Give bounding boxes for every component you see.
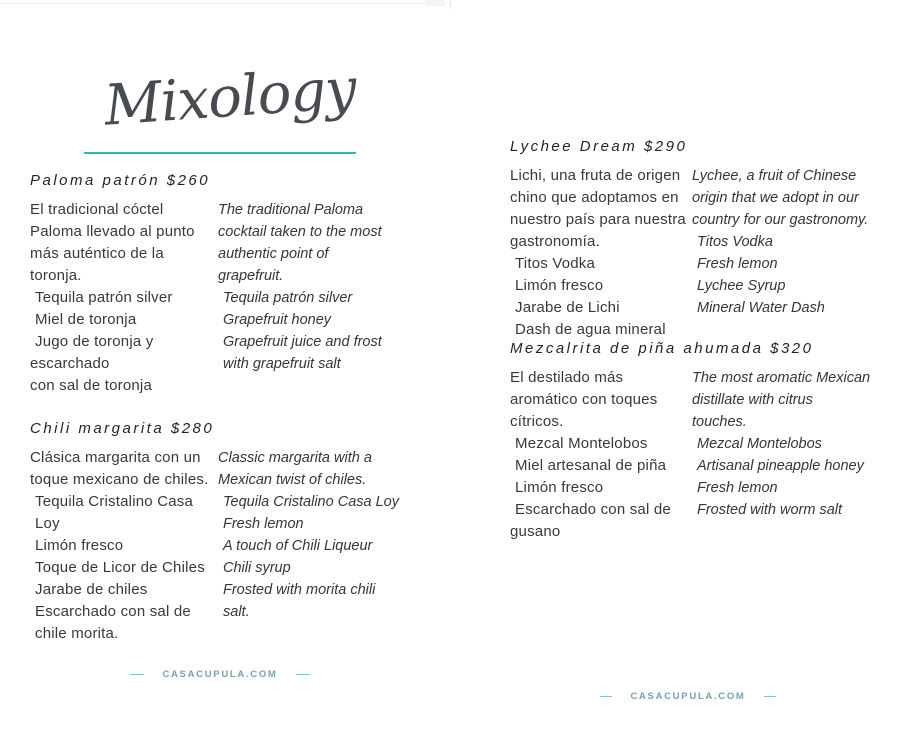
text-line: Paloma llevado al punto bbox=[30, 223, 195, 240]
text-line: más auténtico de la bbox=[30, 245, 164, 262]
paloma-spanish-column bbox=[30, 199, 218, 397]
text-line: distillate with citrus bbox=[692, 392, 813, 408]
text-line: with grapefruit salt bbox=[223, 356, 341, 372]
item-heading-paloma: Paloma patrón $260 bbox=[30, 172, 211, 189]
text-line: grapefruit. bbox=[218, 268, 284, 284]
text-line: toronja. bbox=[30, 267, 82, 284]
text-line: nuestro país para nuestra bbox=[510, 211, 686, 228]
item-heading-mezcalrita: Mezcalrita de piña ahumada $320 bbox=[510, 340, 814, 357]
footer-website-url: CASACUPULA.COM bbox=[630, 691, 746, 702]
text-line: Lychee Syrup bbox=[697, 278, 786, 294]
footer-dash-icon bbox=[600, 696, 612, 697]
text-line: Limón fresco bbox=[515, 479, 604, 496]
text-line: escarchado bbox=[30, 355, 110, 372]
footer-dash-icon bbox=[296, 674, 310, 675]
site-footer-left bbox=[130, 669, 310, 680]
text-line: Classic margarita with a bbox=[218, 450, 372, 466]
text-line: origin that we adopt in our bbox=[692, 190, 859, 206]
section-paloma-patron bbox=[30, 170, 394, 397]
footer-website-url: CASACUPULA.COM bbox=[162, 669, 278, 680]
text-line: salt. bbox=[223, 604, 250, 620]
text-line: Jarabe de chiles bbox=[35, 581, 148, 598]
text-line: cocktail taken to the most bbox=[218, 224, 382, 240]
text-line: Mezcal Montelobos bbox=[515, 435, 648, 452]
text-line: The most aromatic Mexican bbox=[692, 370, 871, 386]
text-line: Chili syrup bbox=[223, 560, 291, 576]
text-line: Escarchado con sal de bbox=[515, 501, 671, 518]
text-line: The traditional Paloma bbox=[218, 202, 364, 218]
text-line: Grapefruit juice and frost bbox=[223, 334, 382, 350]
text-line: Tequila patrón silver bbox=[35, 289, 173, 306]
text-line: Tequila patrón silver bbox=[223, 290, 353, 306]
text-line: gusano bbox=[510, 523, 561, 540]
text-line: aromático con toques bbox=[510, 391, 658, 408]
page-top-edge-corner bbox=[450, 0, 451, 9]
text-line: Miel artesanal de piña bbox=[515, 457, 667, 474]
text-line: Tequila Cristalino Casa bbox=[35, 493, 194, 510]
text-line: A touch of Chili Liqueur bbox=[223, 538, 373, 554]
chili-english-column bbox=[218, 447, 399, 645]
text-line: Mezcal Montelobos bbox=[697, 436, 822, 452]
menu-script-title: Mixology bbox=[102, 55, 358, 139]
text-line: Limón fresco bbox=[35, 537, 124, 554]
paloma-english-column bbox=[218, 199, 394, 397]
mezcalrita-english-column bbox=[692, 367, 874, 543]
item-heading-chili: Chili margarita $280 bbox=[30, 420, 215, 437]
text-line: authentic point of bbox=[218, 246, 329, 262]
footer-dash-icon bbox=[130, 674, 144, 675]
text-line: Titos Vodka bbox=[697, 234, 773, 250]
text-line: El destilado más bbox=[510, 369, 624, 386]
page-top-edge-artifact bbox=[424, 0, 446, 6]
text-line: Toque de Licor de Chiles bbox=[35, 559, 205, 576]
text-line: toque mexicano de chiles. bbox=[30, 471, 209, 488]
page-top-edge bbox=[0, 3, 452, 4]
text-line: Limón fresco bbox=[515, 277, 604, 294]
text-line: Lichi, una fruta de origen bbox=[510, 167, 681, 184]
text-line: cítricos. bbox=[510, 413, 564, 430]
section-chili-margarita bbox=[30, 418, 399, 645]
text-line: Fresh lemon bbox=[223, 516, 304, 532]
text-line: Jarabe de Lichi bbox=[515, 299, 620, 316]
text-line: Clásica margarita con un bbox=[30, 449, 201, 466]
text-line: chino que adoptamos en bbox=[510, 189, 679, 206]
text-line: Escarchado con sal de bbox=[35, 603, 191, 620]
text-line: Mineral Water Dash bbox=[697, 300, 825, 316]
text-line: Artisanal pineapple honey bbox=[697, 458, 864, 474]
text-line: El tradicional cóctel bbox=[30, 201, 164, 218]
site-footer-right bbox=[600, 691, 776, 702]
text-line: Mexican twist of chiles. bbox=[218, 472, 367, 488]
text-line: Miel de toronja bbox=[35, 311, 137, 328]
text-line: Dash de agua mineral bbox=[515, 321, 666, 338]
text-line: touches. bbox=[692, 414, 747, 430]
text-line: Titos Vodka bbox=[515, 255, 596, 272]
section-mezcalrita bbox=[510, 338, 874, 543]
lychee-spanish-column bbox=[510, 165, 692, 341]
text-line: Loy bbox=[35, 515, 60, 532]
text-line: Jugo de toronja y bbox=[35, 333, 154, 350]
title-accent-underline bbox=[84, 152, 356, 154]
text-line: Frosted with worm salt bbox=[697, 502, 843, 518]
section-lychee-dream bbox=[510, 136, 874, 341]
text-line: Grapefruit honey bbox=[223, 312, 332, 328]
mezcalrita-spanish-column bbox=[510, 367, 692, 543]
text-line: Frosted with morita chili bbox=[223, 582, 376, 598]
text-line: chile morita. bbox=[35, 625, 119, 642]
text-line: con sal de toronja bbox=[30, 377, 153, 394]
chili-spanish-column bbox=[30, 447, 218, 645]
text-line: Lychee, a fruit of Chinese bbox=[692, 168, 857, 184]
footer-dash-icon bbox=[764, 696, 776, 697]
text-line: gastronomía. bbox=[510, 233, 600, 250]
text-line: Tequila Cristalino Casa Loy bbox=[223, 494, 399, 510]
text-line: Fresh lemon bbox=[697, 480, 778, 496]
item-heading-lychee: Lychee Dream $290 bbox=[510, 138, 688, 155]
text-line: country for our gastronomy. bbox=[692, 212, 869, 228]
lychee-english-column bbox=[692, 165, 874, 341]
text-line: Fresh lemon bbox=[697, 256, 778, 272]
